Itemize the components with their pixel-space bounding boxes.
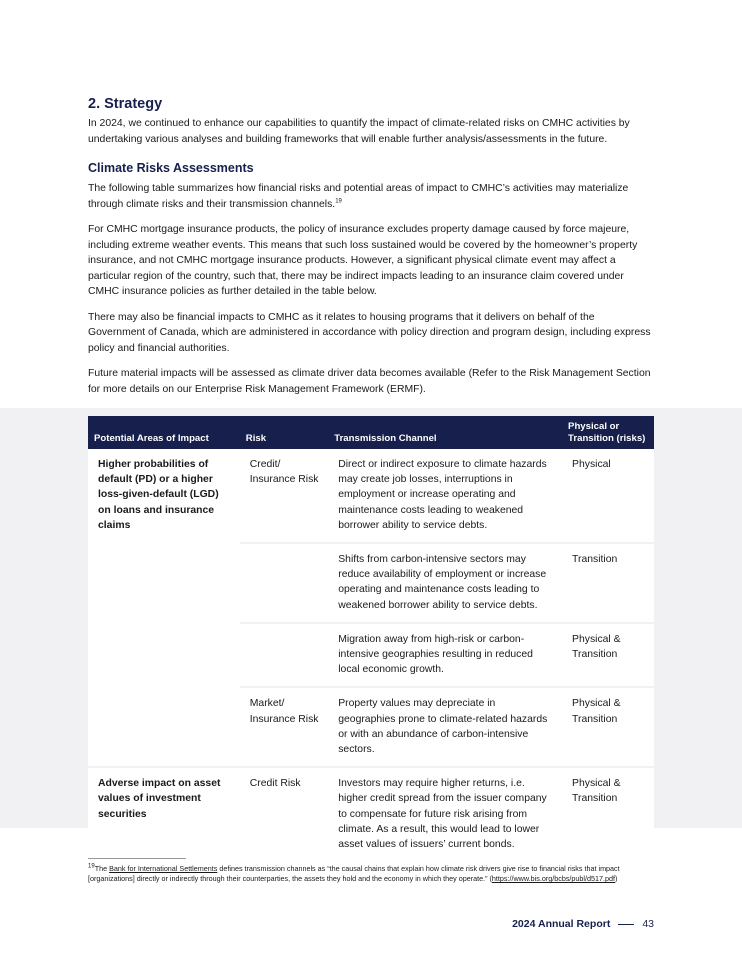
channel-cell: Shifts from carbon-intensive sectors may reduce availability of employment or increase operating and maintenance costs leading to weakened borrower ability to service debts.: [328, 543, 562, 623]
paragraph-4: Future material impacts will be assessed as climate driver data becomes available (Refer to the Risk Management Section for more details on our Enterprise Risk Management Framework (ERMF).: [88, 368, 651, 395]
main-content: [88, 96, 654, 407]
page-footer: [512, 918, 654, 930]
footnote-number: 19: [88, 863, 95, 870]
channel-cell: Property values may depreciate in geographies prone to climate-related hazards or with an abundance of carbon-intensive sectors.: [328, 687, 562, 767]
section-heading: 2. Strategy: [88, 96, 163, 112]
risk-cell: Credit/ Insurance Risk: [240, 449, 328, 543]
type-cell: Transition: [562, 543, 654, 623]
paragraph-2: For CMHC mortgage insurance products, the policy of insurance excludes property damage caused by force majeure, including extreme weather events. This means that such loss sustained would be covered by the homeowner’s property insurance, and not CMHC mortgage insurance products. However, a significant physical climate event may affect a particular region of the country, such that, there may be indirect impacts leading to an insurance claim covered under CMHC insurance policies as further detailed in the table below.: [88, 224, 638, 297]
header-potential-areas: Potential Areas of Impact: [88, 416, 240, 449]
header-transmission-channel: Transmission Channel: [328, 416, 562, 449]
page-number: 43: [642, 918, 654, 930]
risk-cell: [240, 623, 328, 688]
table-header-row: [88, 416, 654, 449]
channel-cell: Migration away from high-risk or carbon-intensive geographies resulting in reduced local economic growth.: [328, 623, 562, 688]
table-row: [88, 767, 654, 861]
header-risk: Risk: [240, 416, 328, 449]
risk-cell: Market/ Insurance Risk: [240, 687, 328, 767]
header-physical-or-transition: Physical or Transition (risks): [562, 416, 654, 449]
subsection-heading: Climate Risks Assessments: [88, 161, 254, 175]
area-cell: Adverse impact on asset values of investment securities: [88, 767, 240, 861]
footnote: $^{19}$The Bank for International Settlements defines transmission channels as “the causal chains that explain how climate risk drivers give rise to financial risks that impact [organizations] directly or indirectly through their counterparties, the assets they hold and the economy in which they operate.” (https://www.bis.org/bcbs/publ/d517.pdf): [88, 863, 620, 883]
risk-cell: Credit Risk: [240, 767, 328, 861]
footer-dash: [618, 924, 634, 925]
climate-risk-table: [88, 416, 654, 861]
footnote-divider: [88, 858, 186, 859]
type-cell: Physical & Transition: [562, 767, 654, 861]
channel-cell: Direct or indirect exposure to climate hazards may create job losses, interruptions in employment or increase operating and maintenance costs leading to weakened borrower ability to service debts.: [328, 449, 562, 543]
area-cell: Higher probabilities of default (PD) or a higher loss-given-default (LGD) on loans and insurance claims: [88, 449, 240, 767]
type-cell: Physical & Transition: [562, 623, 654, 688]
bis-link[interactable]: Bank for International Settlements: [109, 864, 218, 873]
table-row: [88, 449, 654, 543]
type-cell: Physical & Transition: [562, 687, 654, 767]
paragraph-3: There may also be financial impacts to CMHC as it relates to housing programs that it delivers on behalf of the Government of Canada, which are administered in accordance with policy direction and program design, including express policy and financial authorities.: [88, 311, 651, 354]
paragraph-1: The following table summarizes how financial risks and potential areas of impact to CMHC’s activities may materialize through climate risks and their transmission channels.$^{19}$: [88, 183, 629, 210]
section-intro: In 2024, we continued to enhance our capabilities to quantify the impact of climate-related risks on CMHC activities by undertaking various analyses and building frameworks that will enable further analysis/assessments in the future.: [88, 118, 630, 145]
channel-cell: Investors may require higher returns, i.e. higher credit spread from the issuer company to compensate for future risk arising from climate. As a result, this would lead to lower asset values of issuers’ current bonds.: [328, 767, 562, 861]
report-title: 2024 Annual Report: [512, 918, 611, 930]
type-cell: Physical: [562, 449, 654, 543]
footnote-ref[interactable]: 19: [335, 198, 342, 205]
risk-cell: [240, 543, 328, 623]
bis-url-link[interactable]: https://www.bis.org/bcbs/publ/d517.pdf: [491, 874, 615, 883]
